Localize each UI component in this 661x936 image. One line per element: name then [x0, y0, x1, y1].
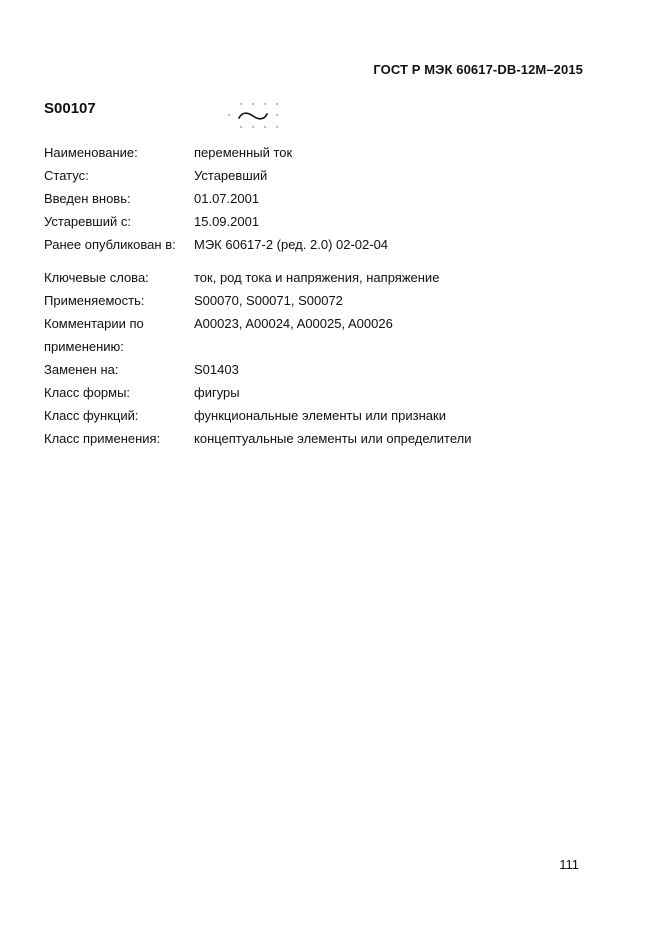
- attr-row-introduced: [44, 187, 564, 210]
- attr-label: Ключевые слова:: [44, 270, 149, 285]
- attr-row-keywords: [44, 266, 564, 289]
- attr-value: переменный ток: [194, 145, 293, 160]
- attr-label: Наименование:: [44, 145, 138, 160]
- attr-row-applicability: [44, 289, 564, 312]
- attr-label: Статус:: [44, 168, 89, 183]
- attr-value: ток, род тока и напряжения, напряжение: [194, 270, 440, 285]
- attr-value: Устаревший: [194, 168, 268, 183]
- attr-value: концептуальные элементы или определители: [194, 431, 472, 446]
- attr-row-status: [44, 164, 564, 187]
- attr-value: фигуры: [194, 385, 240, 400]
- attr-label: Устаревший с:: [44, 214, 131, 229]
- attr-value: МЭК 60617-2 (ред. 2.0) 02-02-04: [194, 237, 389, 252]
- attr-label: Применяемость:: [44, 293, 145, 308]
- attr-label: Заменен на:: [44, 362, 119, 377]
- attr-value: A00023, A00024, A00025, A00026: [194, 316, 393, 331]
- attr-value: S00070, S00071, S00072: [194, 293, 343, 308]
- attr-label: Класс применения:: [44, 431, 161, 446]
- attr-row-obsolete-since: [44, 210, 564, 233]
- attr-value: S01403: [194, 362, 239, 377]
- attr-row-previously-published: [44, 233, 564, 256]
- attr-row-shape-class: [44, 381, 564, 404]
- document-standard-code: ГОСТ Р МЭК 60617-DB-12M–2015: [373, 62, 583, 77]
- attr-label: Введен вновь:: [44, 191, 131, 206]
- symbol-attributes-table: [44, 141, 564, 450]
- attr-label: Класс функций:: [44, 408, 139, 423]
- attr-label: Класс формы:: [44, 385, 131, 400]
- attr-value: 15.09.2001: [194, 214, 260, 229]
- symbol-id: S00107: [44, 100, 96, 117]
- attr-row-replaced-by: [44, 358, 564, 381]
- alternating-current-tilde-icon: [228, 103, 280, 131]
- page-number: 111: [559, 857, 579, 872]
- attr-label: Комментарии по применению:: [44, 316, 144, 354]
- attr-label: Ранее опубликован в:: [44, 237, 176, 252]
- attr-row-name: [44, 141, 564, 164]
- attr-value: 01.07.2001: [194, 191, 260, 206]
- attr-row-application-notes: [44, 312, 564, 358]
- attr-value: функциональные элементы или признаки: [194, 408, 446, 423]
- attr-row-function-class: [44, 404, 564, 427]
- attr-row-application-class: [44, 427, 564, 450]
